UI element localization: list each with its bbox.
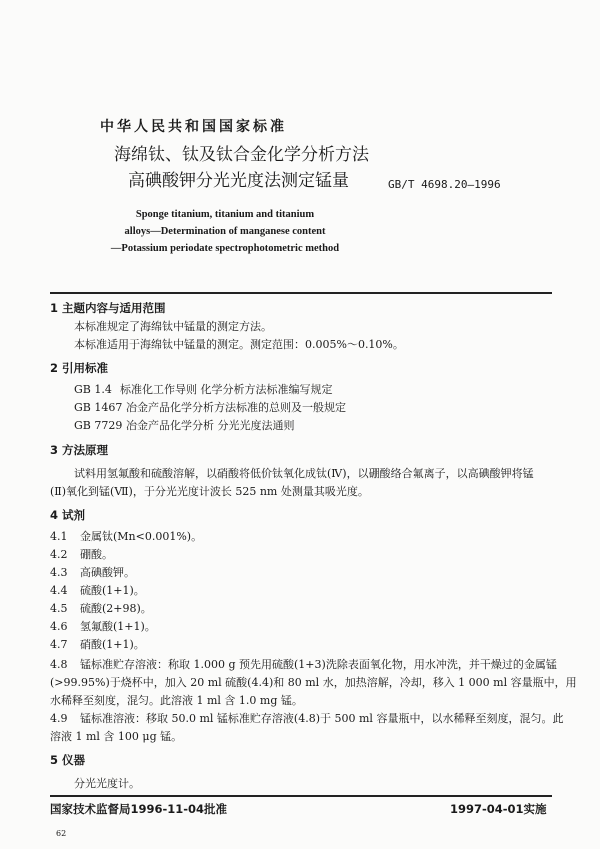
item-number: 4.4 (50, 584, 68, 597)
reference-code: GB 1467 (74, 401, 123, 414)
english-title-line1: Sponge titanium, titanium and titanium (135, 209, 315, 220)
section-5-heading: 5 仪器 (50, 753, 86, 767)
paragraph: (Ⅱ)氧化到锰(Ⅶ)，于分光光度计波长 525 nm 处测量其吸光度。 (50, 485, 369, 498)
item-text: 氢氟酸(1+1)。 (80, 620, 156, 633)
item-number: 4.6 (50, 620, 68, 633)
reference-title: 标准化工作导则 化学分析方法标准编写规定 (120, 383, 333, 396)
reference-code: GB 7729 (74, 419, 123, 432)
item-text: 硫酸(2+98)。 (80, 602, 152, 615)
paragraph: 分光光度计。 (74, 777, 140, 790)
paragraph: 试料用氢氟酸和硫酸溶解，以硝酸将低价钛氧化成钛(Ⅳ)，以硼酸络合氟离子，以高碘酸钾将锰 (74, 467, 534, 480)
item-text: 高碘酸钾。 (80, 566, 135, 579)
item-number: 4.2 (50, 548, 68, 561)
item-number: 4.7 (50, 638, 68, 651)
header-rule (50, 292, 552, 294)
item-text: 硫酸(1+1)。 (80, 584, 145, 597)
item-number: 4.3 (50, 566, 68, 579)
item-number: 4.9 (50, 712, 68, 725)
section-3-heading: 3 方法原理 (50, 443, 109, 457)
paragraph: 本标准规定了海绵钛中锰量的测定方法。 (74, 320, 272, 333)
item-text: 锰标准贮存溶液：称取 1.000 g 预先用硫酸(1+3)洗除表面氧化物，用水冲洗，并干燥过的金属锰 (80, 658, 557, 671)
english-title-line2: alloys—Determination of manganese content (124, 226, 326, 237)
reference-title: 冶金产品化学分析方法标准的总则及一般规定 (126, 401, 346, 414)
item-number: 4.8 (50, 658, 68, 671)
section-1-heading: 1 主题内容与适用范围 (50, 301, 166, 315)
item-text: 硝酸(1+1)。 (80, 638, 145, 651)
item-text: 溶液 1 ml 含 100 μg 锰。 (50, 730, 183, 743)
footer-rule (50, 795, 552, 797)
item-text: 锰标准溶液：移取 50.0 ml 锰标准贮存溶液(4.8)于 500 ml 容量瓶中，以水稀释至刻度，混匀。此 (80, 712, 564, 725)
standard-code: GB/T 4698.20—1996 (388, 178, 501, 191)
reference-title: 冶金产品化学分析 分光光度法通则 (126, 419, 295, 432)
section-2-heading: 2 引用标准 (50, 361, 109, 375)
reference-code: GB 1.4 (74, 383, 112, 396)
section-4-heading: 4 试剂 (50, 508, 86, 522)
title-line1: 海绵钛、钛及钛合金化学分析方法 (114, 145, 369, 165)
item-number: 4.1 (50, 530, 68, 543)
country-standard: 中华人民共和国国家标准 (100, 119, 287, 135)
title-line2: 高碘酸钾分光光度法测定锰量 (128, 171, 349, 191)
page-number: 62 (56, 829, 67, 838)
item-text: 硼酸。 (80, 548, 113, 561)
item-number: 4.5 (50, 602, 68, 615)
item-text: 水稀释至刻度，混匀。此溶液 1 ml 含 1.0 mg 锰。 (50, 694, 303, 707)
approval-date: 国家技术监督局1996-11-04批准 (50, 802, 228, 816)
item-text: 金属钛(Mn<0.001%)。 (80, 530, 203, 543)
item-text: (>99.95%)于烧杯中，加入 20 ml 硫酸(4.4)和 80 ml 水，加热溶解，冷却，移入 1 000 ml 容量瓶中，用 (50, 676, 577, 689)
effective-date: 1997-04-01实施 (450, 802, 547, 816)
paragraph: 本标准适用于海绵钛中锰量的测定。测定范围：0.005%～0.10%。 (74, 338, 404, 351)
english-title-line3: —Potassium periodate spectrophotometric method (110, 243, 340, 254)
